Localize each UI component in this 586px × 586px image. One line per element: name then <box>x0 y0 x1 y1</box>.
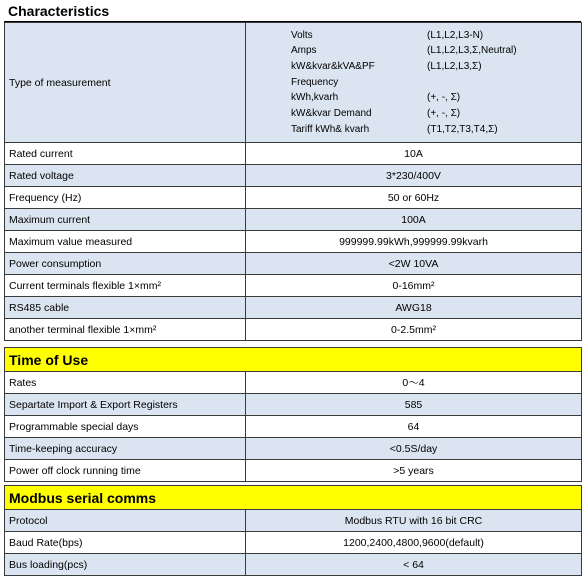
row-value: 64 <box>246 416 582 438</box>
row-label: Baud Rate(bps) <box>5 532 246 554</box>
row-label: Rated current <box>5 143 246 165</box>
row-label: RS485 cable <box>5 297 246 319</box>
section-header <box>5 486 582 510</box>
row-value: 0-2.5mm² <box>246 319 582 341</box>
table-row <box>5 275 582 297</box>
table-row <box>5 231 582 253</box>
row-label: Type of measurement <box>5 23 246 143</box>
row-label: Power consumption <box>5 253 246 275</box>
row-value: 999999.99kWh,999999.99kvarh <box>246 231 582 253</box>
row-value: < 64 <box>246 554 582 576</box>
modbus-heading: Modbus serial comms <box>5 486 582 510</box>
row-label: Power off clock running time <box>5 460 246 482</box>
row-value: 0-16mm² <box>246 275 582 297</box>
measurement-name: Frequency <box>291 76 339 88</box>
table-row <box>5 143 582 165</box>
section-header <box>5 348 582 372</box>
row-label: Programmable special days <box>5 416 246 438</box>
table-row <box>5 532 582 554</box>
row-value: AWG18 <box>246 297 582 319</box>
table-row <box>5 372 582 394</box>
characteristics-heading: Characteristics <box>4 1 581 22</box>
measurement-list-cell <box>246 23 582 143</box>
row-label: another terminal flexible 1×mm² <box>5 319 246 341</box>
row-value: 3*230/400V <box>246 165 582 187</box>
row-label: Separtate Import & Export Registers <box>5 394 246 416</box>
measurement-name: Volts <box>291 29 313 41</box>
measurement-list <box>250 28 577 138</box>
measurement-code: (L1,L2,L3-N) <box>427 29 484 41</box>
row-label: Rates <box>5 372 246 394</box>
row-value: 50 or 60Hz <box>246 187 582 209</box>
table-row <box>5 209 582 231</box>
table-row <box>5 253 582 275</box>
row-label: Rated voltage <box>5 165 246 187</box>
row-value: <2W 10VA <box>246 253 582 275</box>
characteristics-table <box>4 22 582 341</box>
row-value: 0～4 <box>246 372 582 394</box>
measurement-name: Amps <box>291 45 317 57</box>
row-label: Bus loading(pcs) <box>5 554 246 576</box>
measurement-code: (+, -, Σ) <box>427 92 461 104</box>
modbus-table <box>4 485 582 576</box>
table-row <box>5 510 582 532</box>
table-row <box>5 187 582 209</box>
row-value: 585 <box>246 394 582 416</box>
time-of-use-table <box>4 347 582 482</box>
table-row <box>5 297 582 319</box>
row-label: Current terminals flexible 1×mm² <box>5 275 246 297</box>
table-row <box>5 416 582 438</box>
measurement-code: (L1,L2,L3,Σ) <box>427 60 482 72</box>
measurement-code: (L1,L2,L3,Σ,Neutral) <box>427 45 517 57</box>
table-row <box>5 319 582 341</box>
row-label: Frequency (Hz) <box>5 187 246 209</box>
table-row <box>5 460 582 482</box>
measurement-code <box>427 75 577 91</box>
measurement-name: kW&kvar Demand <box>291 108 372 120</box>
row-label: Protocol <box>5 510 246 532</box>
table-row <box>5 165 582 187</box>
row-value: <0.5S/day <box>246 438 582 460</box>
table-row <box>5 394 582 416</box>
measurement-name: kW&kvar&kVA&PF <box>291 60 375 72</box>
row-value: 1200,2400,4800,9600(default) <box>246 532 582 554</box>
measurement-name: Tariff kWh& kvarh <box>291 123 370 135</box>
time-of-use-heading: Time of Use <box>5 348 582 372</box>
row-value: 100A <box>246 209 582 231</box>
row-label: Maximum value measured <box>5 231 246 253</box>
row-value: 10A <box>246 143 582 165</box>
measurement-code: (T1,T2,T3,T4,Σ) <box>427 123 498 135</box>
row-label: Maximum current <box>5 209 246 231</box>
row-value: >5 years <box>246 460 582 482</box>
measurement-name: kWh,kvarh <box>291 92 339 104</box>
table-row <box>5 23 582 143</box>
row-label: Time-keeping accuracy <box>5 438 246 460</box>
table-row <box>5 554 582 576</box>
measurement-code: (+, -, Σ) <box>427 108 461 120</box>
row-value: Modbus RTU with 16 bit CRC <box>246 510 582 532</box>
table-row <box>5 438 582 460</box>
